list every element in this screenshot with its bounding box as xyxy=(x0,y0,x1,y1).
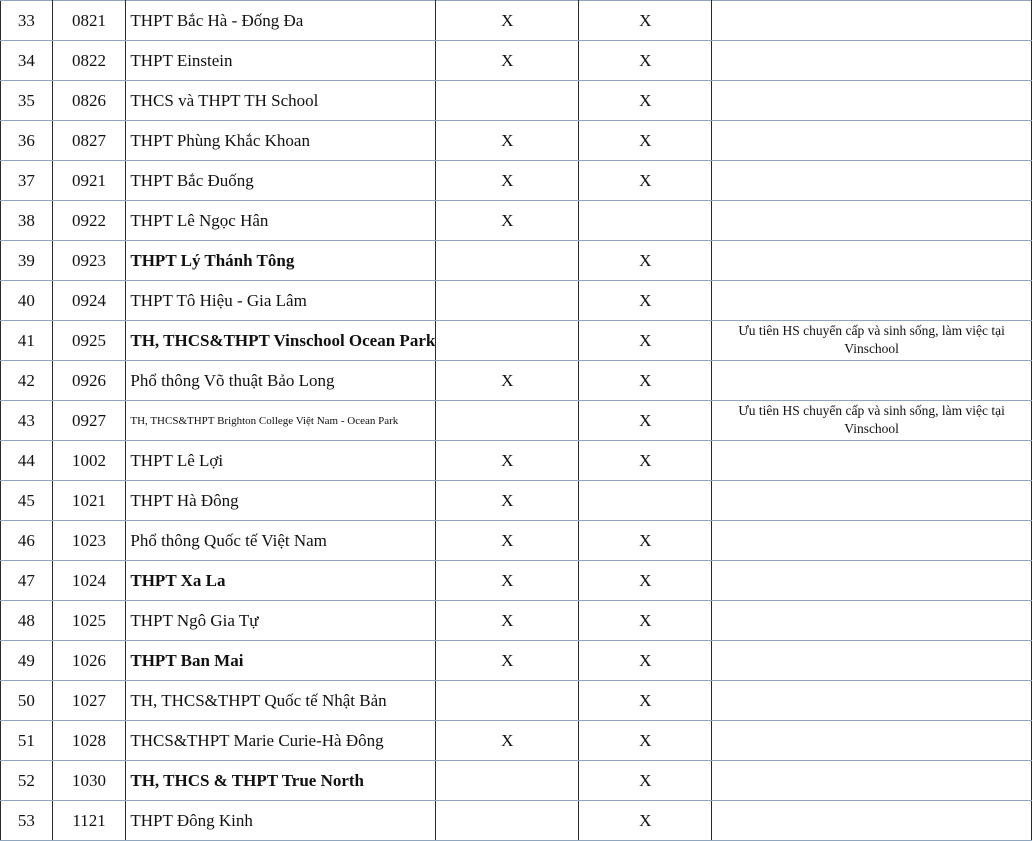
note-cell: Ưu tiên HS chuyển cấp và sinh sống, làm việc tại Vinschool xyxy=(712,321,1032,361)
school-name: THPT Lê Lợi xyxy=(126,441,436,481)
school-code: 0927 xyxy=(52,401,126,441)
school-name: THPT Lê Ngọc Hân xyxy=(126,201,436,241)
row-number: 50 xyxy=(1,681,53,721)
mark-column-2 xyxy=(579,481,712,521)
mark-column-1: X xyxy=(436,441,579,481)
note-cell xyxy=(712,481,1032,521)
row-number: 33 xyxy=(1,1,53,41)
school-name: THPT Bắc Đuống xyxy=(126,161,436,201)
row-number: 39 xyxy=(1,241,53,281)
row-number: 41 xyxy=(1,321,53,361)
row-number: 40 xyxy=(1,281,53,321)
school-name: THPT Hà Đông xyxy=(126,481,436,521)
school-name: THPT Phùng Khắc Khoan xyxy=(126,121,436,161)
school-name: THPT Xa La xyxy=(126,561,436,601)
school-name: THPT Ban Mai xyxy=(126,641,436,681)
school-code: 0821 xyxy=(52,1,126,41)
mark-column-2: X xyxy=(579,561,712,601)
table-row xyxy=(1,401,1032,441)
row-number: 48 xyxy=(1,601,53,641)
mark-column-2: X xyxy=(579,81,712,121)
mark-column-1: X xyxy=(436,721,579,761)
mark-column-2: X xyxy=(579,721,712,761)
school-name: TH, THCS&THPT Brighton College Việt Nam - Ocean Park xyxy=(126,401,436,441)
mark-column-1: X xyxy=(436,521,579,561)
table-row xyxy=(1,481,1032,521)
school-code: 1024 xyxy=(52,561,126,601)
table-row xyxy=(1,521,1032,561)
school-code: 0925 xyxy=(52,321,126,361)
school-code: 0922 xyxy=(52,201,126,241)
school-name: TH, THCS&THPT Vinschool Ocean Park xyxy=(126,321,436,361)
school-name: THPT Đông Kinh xyxy=(126,801,436,841)
school-name: THCS và THPT TH School xyxy=(126,81,436,121)
mark-column-1: X xyxy=(436,361,579,401)
mark-column-2: X xyxy=(579,681,712,721)
mark-column-1 xyxy=(436,281,579,321)
school-code: 1121 xyxy=(52,801,126,841)
mark-column-2: X xyxy=(579,241,712,281)
mark-column-1 xyxy=(436,681,579,721)
table-row xyxy=(1,121,1032,161)
note-cell xyxy=(712,761,1032,801)
school-code: 1027 xyxy=(52,681,126,721)
school-code: 0924 xyxy=(52,281,126,321)
mark-column-1: X xyxy=(436,481,579,521)
mark-column-1 xyxy=(436,401,579,441)
mark-column-2: X xyxy=(579,161,712,201)
note-cell xyxy=(712,561,1032,601)
table-row xyxy=(1,1,1032,41)
school-code: 0826 xyxy=(52,81,126,121)
note-cell xyxy=(712,641,1032,681)
row-number: 35 xyxy=(1,81,53,121)
school-code: 1023 xyxy=(52,521,126,561)
note-cell xyxy=(712,241,1032,281)
mark-column-2: X xyxy=(579,121,712,161)
table-row xyxy=(1,81,1032,121)
note-cell xyxy=(712,721,1032,761)
table-row xyxy=(1,761,1032,801)
school-code: 0827 xyxy=(52,121,126,161)
school-code: 1021 xyxy=(52,481,126,521)
school-code: 1002 xyxy=(52,441,126,481)
table-body xyxy=(1,1,1032,841)
table-row xyxy=(1,161,1032,201)
mark-column-2: X xyxy=(579,601,712,641)
table-row xyxy=(1,281,1032,321)
school-code: 1030 xyxy=(52,761,126,801)
mark-column-2: X xyxy=(579,361,712,401)
mark-column-1: X xyxy=(436,1,579,41)
mark-column-1: X xyxy=(436,121,579,161)
row-number: 44 xyxy=(1,441,53,481)
table-row xyxy=(1,321,1032,361)
mark-column-1: X xyxy=(436,41,579,81)
row-number: 34 xyxy=(1,41,53,81)
row-number: 38 xyxy=(1,201,53,241)
mark-column-1 xyxy=(436,761,579,801)
row-number: 45 xyxy=(1,481,53,521)
school-name: TH, THCS&THPT Quốc tế Nhật Bản xyxy=(126,681,436,721)
row-number: 52 xyxy=(1,761,53,801)
row-number: 37 xyxy=(1,161,53,201)
school-code: 0926 xyxy=(52,361,126,401)
note-cell xyxy=(712,441,1032,481)
note-cell xyxy=(712,361,1032,401)
mark-column-2: X xyxy=(579,1,712,41)
mark-column-1: X xyxy=(436,601,579,641)
note-cell xyxy=(712,41,1032,81)
mark-column-2 xyxy=(579,201,712,241)
mark-column-1: X xyxy=(436,641,579,681)
mark-column-2: X xyxy=(579,761,712,801)
school-code: 1028 xyxy=(52,721,126,761)
school-name: TH, THCS & THPT True North xyxy=(126,761,436,801)
row-number: 46 xyxy=(1,521,53,561)
note-cell xyxy=(712,121,1032,161)
note-cell xyxy=(712,801,1032,841)
mark-column-1 xyxy=(436,321,579,361)
school-name: THCS&THPT Marie Curie-Hà Đông xyxy=(126,721,436,761)
table-row xyxy=(1,641,1032,681)
table-row xyxy=(1,601,1032,641)
table-row xyxy=(1,41,1032,81)
mark-column-1: X xyxy=(436,201,579,241)
table-row xyxy=(1,241,1032,281)
mark-column-2: X xyxy=(579,441,712,481)
note-cell xyxy=(712,81,1032,121)
table-row xyxy=(1,721,1032,761)
school-name: Phổ thông Quốc tế Việt Nam xyxy=(126,521,436,561)
note-cell xyxy=(712,681,1032,721)
note-cell xyxy=(712,201,1032,241)
row-number: 51 xyxy=(1,721,53,761)
school-code: 0921 xyxy=(52,161,126,201)
school-code: 0923 xyxy=(52,241,126,281)
school-name: THPT Ngô Gia Tự xyxy=(126,601,436,641)
mark-column-2: X xyxy=(579,41,712,81)
note-cell xyxy=(712,1,1032,41)
note-cell xyxy=(712,161,1032,201)
mark-column-1: X xyxy=(436,561,579,601)
note-cell: Ưu tiên HS chuyển cấp và sinh sống, làm việc tại Vinschool xyxy=(712,401,1032,441)
school-name: Phổ thông Võ thuật Bảo Long xyxy=(126,361,436,401)
table-row xyxy=(1,681,1032,721)
mark-column-1 xyxy=(436,81,579,121)
row-number: 53 xyxy=(1,801,53,841)
mark-column-2: X xyxy=(579,801,712,841)
school-name: THPT Einstein xyxy=(126,41,436,81)
mark-column-1: X xyxy=(436,161,579,201)
table-row xyxy=(1,361,1032,401)
mark-column-1 xyxy=(436,801,579,841)
school-code: 1025 xyxy=(52,601,126,641)
row-number: 43 xyxy=(1,401,53,441)
note-cell xyxy=(712,281,1032,321)
row-number: 36 xyxy=(1,121,53,161)
note-cell xyxy=(712,521,1032,561)
mark-column-2: X xyxy=(579,641,712,681)
note-cell xyxy=(712,601,1032,641)
row-number: 42 xyxy=(1,361,53,401)
table-row xyxy=(1,801,1032,841)
school-name: THPT Lý Thánh Tông xyxy=(126,241,436,281)
table-row xyxy=(1,561,1032,601)
row-number: 47 xyxy=(1,561,53,601)
table-row xyxy=(1,441,1032,481)
row-number: 49 xyxy=(1,641,53,681)
school-code: 0822 xyxy=(52,41,126,81)
table-row xyxy=(1,201,1032,241)
mark-column-2: X xyxy=(579,401,712,441)
mark-column-2: X xyxy=(579,321,712,361)
school-code: 1026 xyxy=(52,641,126,681)
mark-column-2: X xyxy=(579,281,712,321)
school-name: THPT Tô Hiệu - Gia Lâm xyxy=(126,281,436,321)
mark-column-1 xyxy=(436,241,579,281)
school-name: THPT Bắc Hà - Đống Đa xyxy=(126,1,436,41)
mark-column-2: X xyxy=(579,521,712,561)
